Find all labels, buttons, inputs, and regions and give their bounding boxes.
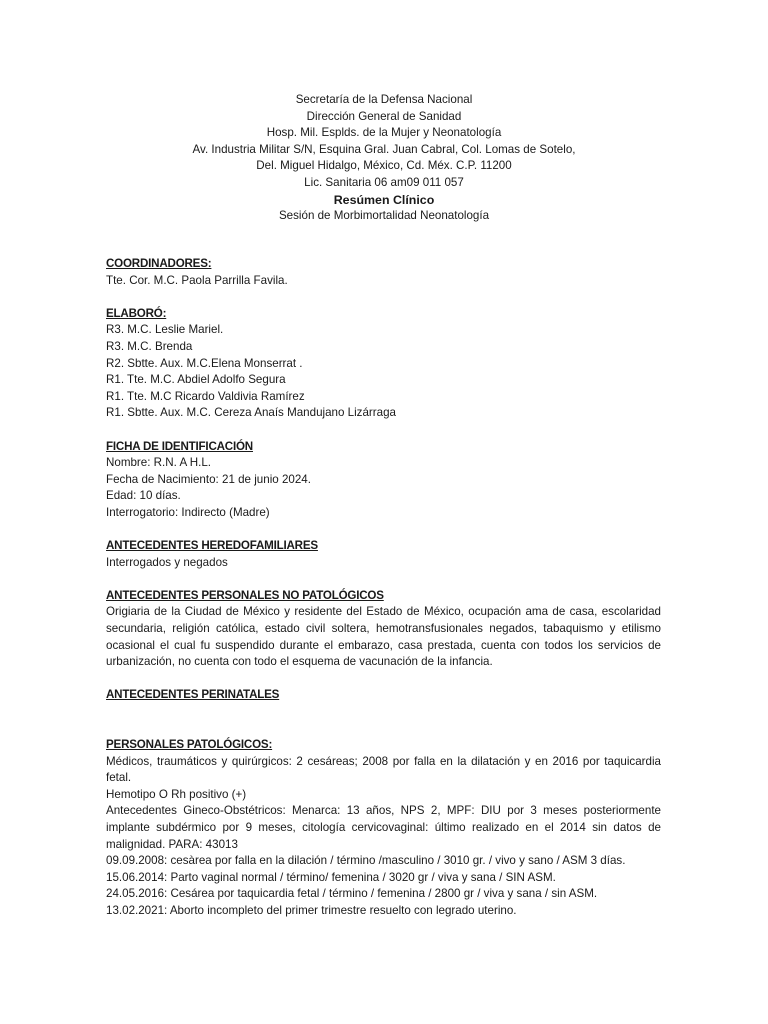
section-elaboro bbox=[106, 306, 661, 422]
obstetric-event: 09.09.2008: cesàrea por falla en la dilación / término /masculino / 3010 gr. / vivo y sano / ASM 3 días. bbox=[106, 854, 626, 868]
document-header bbox=[100, 92, 668, 224]
document-body bbox=[106, 256, 661, 920]
author-item: R2. Sbtte. Aux. M.C.Elena Monserrat . bbox=[106, 356, 303, 370]
section-heading: ANTECEDENTES PERINATALES bbox=[106, 688, 280, 702]
section-heading: PERSONALES PATOLÓGICOS: bbox=[106, 738, 273, 752]
obstetric-event: 24.05.2016: Cesárea por taquicardia fetal / término / femenina / 2800 gr / viva y sana / sin ASM. bbox=[106, 887, 598, 901]
section-coordinadores bbox=[106, 256, 661, 289]
section-ficha-identificacion bbox=[106, 439, 661, 522]
patologicos-hemotipo: Hemotipo O Rh positivo (+) bbox=[106, 787, 247, 801]
id-field-edad: Edad: 10 días. bbox=[106, 489, 181, 503]
section-heading: ELABORÓ: bbox=[106, 306, 167, 320]
id-field-nombre: Nombre: R.N. A H.L. bbox=[106, 456, 212, 470]
author-item: R1. Sbtte. Aux. M.C. Cereza Anaís Mandujano Lizárraga bbox=[106, 406, 396, 420]
header-line-address: Av. Industria Militar S/N, Esquina Gral. Juan Cabral, Col. Lomas de Sotelo, bbox=[192, 142, 576, 156]
author-item: R3. M.C. Leslie Mariel. bbox=[106, 323, 224, 337]
header-line-direccion: Dirección General de Sanidad bbox=[306, 109, 462, 123]
section-heading: COORDINADORES: bbox=[106, 257, 212, 270]
heredofamiliares-text: Interrogados y negados bbox=[106, 555, 228, 569]
author-item: R1. Tte. M.C Ricardo Valdivia Ramírez bbox=[106, 389, 305, 403]
author-item: R3. M.C. Brenda bbox=[106, 339, 193, 353]
header-line-city: Del. Miguel Hidalgo, México, Cd. Méx. C.P. 11200 bbox=[256, 159, 512, 173]
coordinator-item: Tte. Cor. M.C. Paola Parrilla Favila. bbox=[106, 273, 288, 287]
section-no-patologicos bbox=[106, 588, 661, 671]
header-line-license: Lic. Sanitaria 06 am09 011 057 bbox=[304, 175, 464, 189]
document-title: Resúmen Clínico bbox=[333, 192, 435, 207]
section-heading: ANTECEDENTES HEREDOFAMILIARES bbox=[106, 539, 318, 553]
obstetric-event: 15.06.2014: Parto vaginal normal / término/ femenina / 3020 gr / viva y sana / SIN ASM. bbox=[106, 870, 556, 884]
header-line-hospital: Hosp. Mil. Esplds. de la Mujer y Neonatología bbox=[266, 126, 502, 140]
author-item: R1. Tte. M.C. Abdiel Adolfo Segura bbox=[106, 373, 286, 387]
section-heredofamiliares bbox=[106, 538, 661, 571]
section-heading: ANTECEDENTES PERSONALES NO PATOLÓGICOS bbox=[106, 588, 384, 602]
section-perinatales bbox=[106, 687, 661, 704]
id-field-fecha-nacimiento: Fecha de Nacimiento: 21 de junio 2024. bbox=[106, 472, 311, 486]
id-field-interrogatorio: Interrogatorio: Indirecto (Madre) bbox=[106, 505, 270, 519]
document-subtitle: Sesión de Morbimortalidad Neonatología bbox=[278, 208, 490, 222]
no-patologicos-paragraph: Origiaria de la Ciudad de México y residente del Estado de México, ocupación ama de casa, escolaridad secundaria, religión católica, estado civil soltera, hemotransfusionales negados, tabaquismo y etilismo ocasional el cual fu suspendido durante el embarazo, casa prestada, cuenta con todos los servicios de urbanización, no cuenta con todo el esquema de vacunación de la infancia. bbox=[106, 605, 661, 669]
section-heading: FICHA DE IDENTIFICACIÓN bbox=[106, 439, 253, 453]
section-personales-patologicos bbox=[106, 737, 661, 920]
patologicos-gineco-obstetricos: Antecedentes Gineco-Obstétricos: Menarca: 13 años, NPS 2, MPF: DIU por 3 meses posteriormente implante subdérmico por 9 meses, citología cervicovaginal: último realizado en el 2014 sin datos de malignidad. PARA: 43013 bbox=[106, 804, 661, 851]
header-line-secretaria: Secretaría de la Defensa Nacional bbox=[295, 93, 473, 106]
patologicos-quirurgicos: Médicos, traumáticos y quirúrgicos: 2 cesáreas; 2008 por falla en la dilatación y en 2016 por taquicardia fetal. bbox=[106, 754, 661, 785]
obstetric-event: 13.02.2021: Aborto incompleto del primer trimestre resuelto con legrado uterino. bbox=[106, 903, 517, 917]
